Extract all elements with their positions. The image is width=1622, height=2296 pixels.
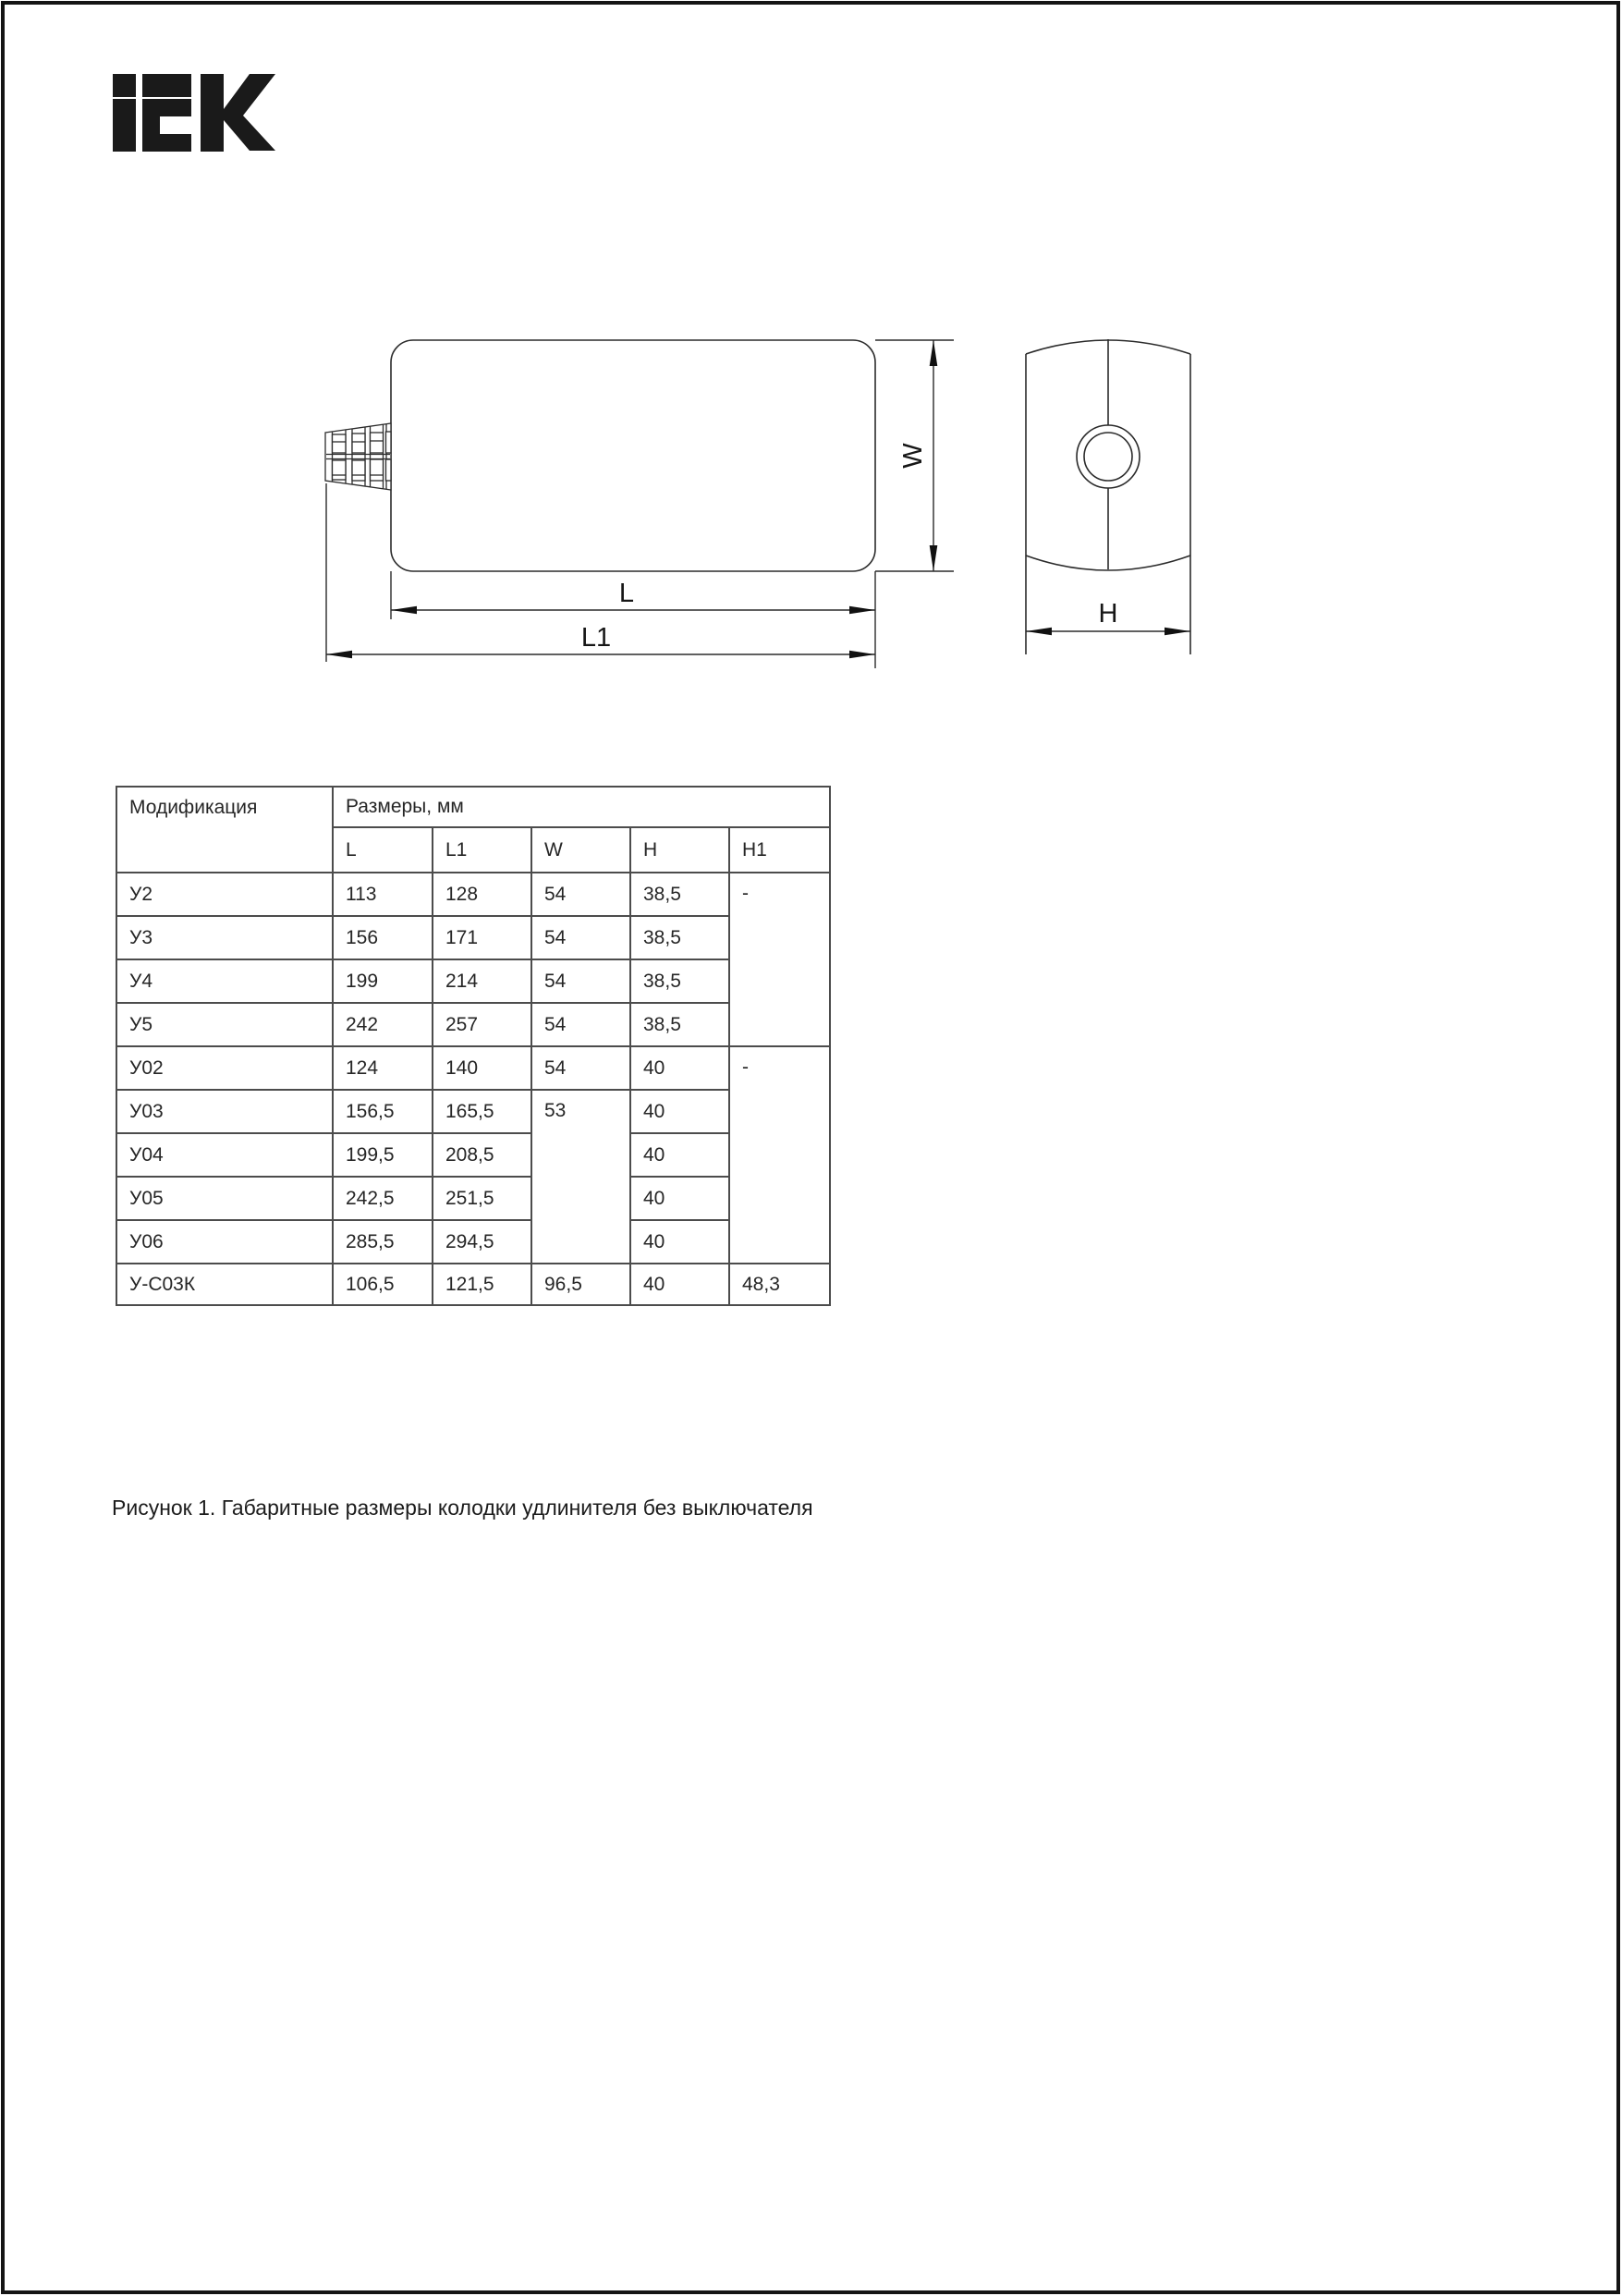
figure-caption: Рисунок 1. Габаритные размеры колодки удлинителя без выключателя <box>112 1496 813 1520</box>
cell-l1: 208,5 <box>433 1133 531 1177</box>
table-row <box>116 1090 830 1133</box>
cell-w: 54 <box>531 916 630 959</box>
table-row <box>116 873 830 916</box>
cable-entry-inner-circle <box>1084 433 1132 481</box>
cell-h1: 48,3 <box>729 1264 830 1305</box>
cell-h: 38,5 <box>630 873 729 916</box>
cell-l: 285,5 <box>333 1220 433 1264</box>
iek-logo-letters <box>113 74 275 152</box>
cell-l: 199,5 <box>333 1133 433 1177</box>
cell-modification: У5 <box>116 1003 333 1046</box>
table-row <box>116 916 830 959</box>
column-header-l1: L1 <box>433 827 531 873</box>
dimension-label-l: L <box>618 579 635 608</box>
cell-modification: У05 <box>116 1177 333 1220</box>
table-row <box>116 1264 830 1305</box>
cell-w: 54 <box>531 1003 630 1046</box>
dimension-label-w: W <box>898 443 928 469</box>
cell-h: 40 <box>630 1264 729 1305</box>
cell-modification: У02 <box>116 1046 333 1090</box>
cable-entry-outer-circle <box>1077 425 1140 488</box>
dimension-label-l1: L1 <box>580 623 612 653</box>
table-row <box>116 1046 830 1090</box>
cell-l1: 171 <box>433 916 531 959</box>
cell-l: 106,5 <box>333 1264 433 1305</box>
cell-h: 38,5 <box>630 959 729 1003</box>
column-header-dimensions: Размеры, мм <box>333 787 830 827</box>
cell-l: 156 <box>333 916 433 959</box>
cell-w: 96,5 <box>531 1264 630 1305</box>
side-view <box>325 340 875 571</box>
cell-l1: 121,5 <box>433 1264 531 1305</box>
dimension-label-h: H <box>1098 599 1118 629</box>
iek-logo <box>112 70 278 153</box>
table-row <box>116 1133 830 1177</box>
block-body-outline <box>391 340 875 571</box>
table-row <box>116 959 830 1003</box>
cell-l1: 294,5 <box>433 1220 531 1264</box>
cell-modification: У03 <box>116 1090 333 1133</box>
dimensions-table <box>116 786 831 1306</box>
cell-w: 54 <box>531 959 630 1003</box>
cell-l: 199 <box>333 959 433 1003</box>
cell-l1: 128 <box>433 873 531 916</box>
cell-l: 242,5 <box>333 1177 433 1220</box>
cell-modification: У04 <box>116 1133 333 1177</box>
cell-h: 38,5 <box>630 1003 729 1046</box>
cell-h: 40 <box>630 1046 729 1090</box>
table-row <box>116 1177 830 1220</box>
cell-l1: 257 <box>433 1003 531 1046</box>
dimension-drawing <box>296 305 1248 684</box>
cell-l1: 140 <box>433 1046 531 1090</box>
plug-strain-relief <box>325 423 391 490</box>
cell-l: 242 <box>333 1003 433 1046</box>
cell-l1: 214 <box>433 959 531 1003</box>
cell-h1-merged: - <box>729 1046 830 1264</box>
cell-modification: У06 <box>116 1220 333 1264</box>
table-row <box>116 1003 830 1046</box>
cell-modification: У3 <box>116 916 333 959</box>
cell-w-merged: 53 <box>531 1090 630 1264</box>
cell-l1: 165,5 <box>433 1090 531 1133</box>
column-header-h1: H1 <box>729 827 830 873</box>
cell-h: 40 <box>630 1133 729 1177</box>
cell-w: 54 <box>531 1046 630 1090</box>
cell-modification: У-С03К <box>116 1264 333 1305</box>
table-row <box>116 1220 830 1264</box>
cell-l: 156,5 <box>333 1090 433 1133</box>
cell-h: 38,5 <box>630 916 729 959</box>
cell-w: 54 <box>531 873 630 916</box>
cell-h: 40 <box>630 1177 729 1220</box>
cell-modification: У2 <box>116 873 333 916</box>
cell-l: 113 <box>333 873 433 916</box>
cell-l1: 251,5 <box>433 1177 531 1220</box>
table-header-row-1 <box>116 787 830 827</box>
column-header-w: W <box>531 827 630 873</box>
column-header-l: L <box>333 827 433 873</box>
cell-modification: У4 <box>116 959 333 1003</box>
cell-l: 124 <box>333 1046 433 1090</box>
cell-h: 40 <box>630 1220 729 1264</box>
column-header-h: H <box>630 827 729 873</box>
column-header-modification: Модификация <box>116 787 333 873</box>
cell-h: 40 <box>630 1090 729 1133</box>
cell-h1-merged: - <box>729 873 830 1046</box>
